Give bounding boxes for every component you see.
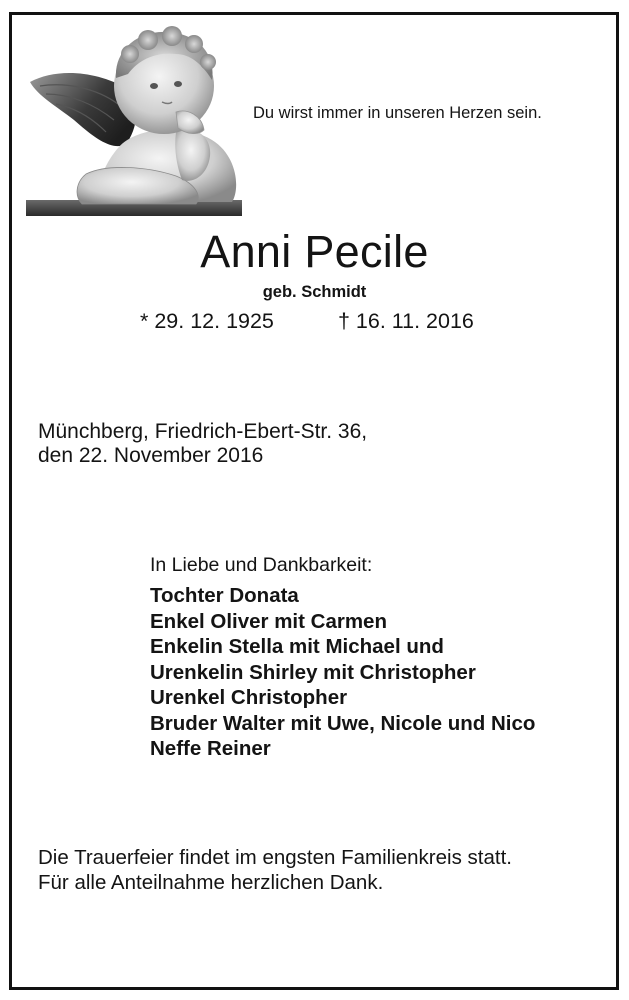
thanks-note: Für alle Anteilnahme herzlichen Dank. <box>38 871 384 894</box>
thanks-intro: In Liebe und Dankbarkeit: <box>150 554 373 576</box>
mourner-entry: Urenkelin Shirley mit Christopher <box>150 660 476 684</box>
mourner-entry: Enkel Oliver mit Carmen <box>150 609 387 633</box>
mourners-list <box>150 583 535 762</box>
birth-name: geb. Schmidt <box>262 283 367 301</box>
death-date: † 16. 11. 2016 <box>338 309 474 333</box>
motto-text: Du wirst immer in unseren Herzen sein. <box>253 104 542 122</box>
address-line: Münchberg, Friedrich-Ebert-Str. 36, <box>38 420 368 443</box>
mourner-entry: Enkelin Stella mit Michael und <box>150 635 444 658</box>
mourner-entry: Neffe Reiner <box>150 737 271 760</box>
mourner-entry: Tochter Donata <box>150 584 299 607</box>
mourner-entry: Bruder Walter mit Uwe, Nicole und Nico <box>150 711 536 735</box>
angel-illustration <box>26 24 242 216</box>
mourner-entry: Urenkel Christopher <box>150 686 348 709</box>
funeral-note: Die Trauerfeier findet im engsten Familienkreis statt. <box>38 846 512 869</box>
birth-date: * 29. 12. 1925 <box>140 309 274 333</box>
deceased-name: Anni Pecile <box>200 226 429 277</box>
notice-date: den 22. November 2016 <box>38 444 264 467</box>
